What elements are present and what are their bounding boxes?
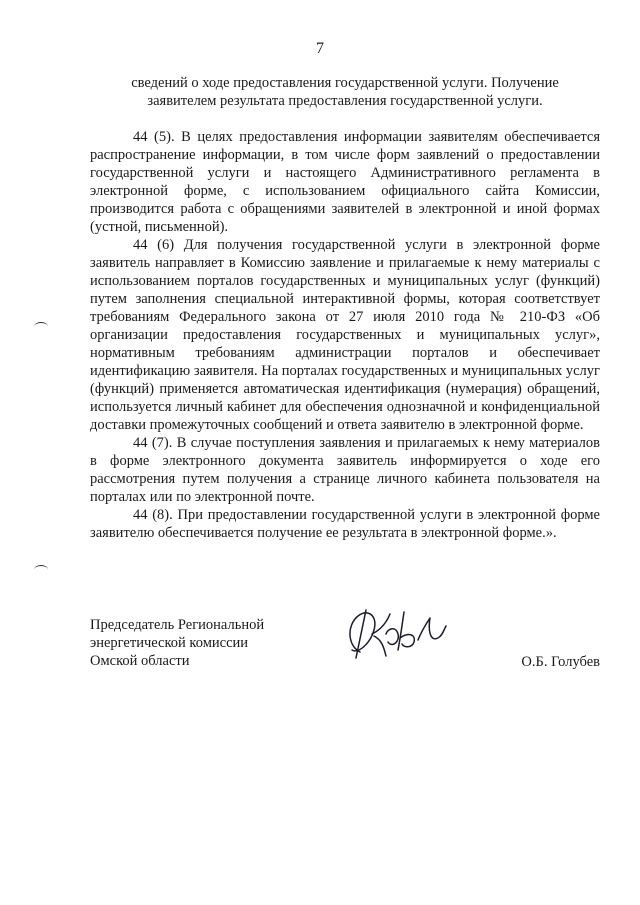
paragraph-44-8: 44 (8). При предоставлении государственной услуги в электронной форме заявителю обеспечивается получение ее результата в электронной форме.». [90,507,600,541]
document-body [90,128,600,542]
intro-line: сведений о ходе предоставления государственной услуги. Получение [131,75,559,91]
paragraph-44-6: 44 (6) Для получения государственной услуги в электронной форме заявитель направляет в Комиссию заявление и прилагаемые к нему материалы с использованием порталов государственных и муниципальных услуг (функций) путем заполнения специальной интерактивной формы, которая соответствует требованиям Федерального закона от 27 июля 2010 года № 210-ФЗ «Об организации предоставления государственных и муниципальных услуг», нормативным требованиям администрации порталов и обеспечивает идентификацию заявителя. На порталах государственных и муниципальных услуг (функций) применяется автоматическая идентификация (нумерация) обращений, используется личный кабинет для обеспечения однозначной и конфиденциальной доставки промежуточных сообщений и ответа заявителю в электронной форме. [90,237,600,433]
signatory-title-line: Председатель Региональной [90,617,265,633]
margin-mark [34,565,48,574]
intro-text [90,74,600,110]
intro-line: заявителем результата предоставления государственной услуги. [147,93,543,109]
signatory-title-line: энергетической комиссии [90,635,249,651]
signatory-name: О.Б. Голубев [521,654,600,670]
signatory-title [90,616,320,670]
signatory-title-line: Омской области [90,653,190,669]
page-number: 7 [316,40,324,57]
paragraph-44-7: 44 (7). В случае поступления заявления и прилагаемых к нему материалов в форме электронного документа заявитель информируется о ходе его рассмотрения путем получения а странице личного кабинета пользователя на порталах или по электронной почте. [90,435,600,505]
margin-mark [34,322,48,331]
paragraph-44-5: 44 (5). В целях предоставления информации заявителям обеспечивается распространение информации, в том числе форм заявлений о предоставлении государственной услуги и настоящего Административного регламента в электронной форме, с использованием официального сайта Комиссии, производится работа с обращениями заявителей в электронной и иной формах (устной, письменной). [90,129,600,235]
handwritten-signature [338,600,448,670]
